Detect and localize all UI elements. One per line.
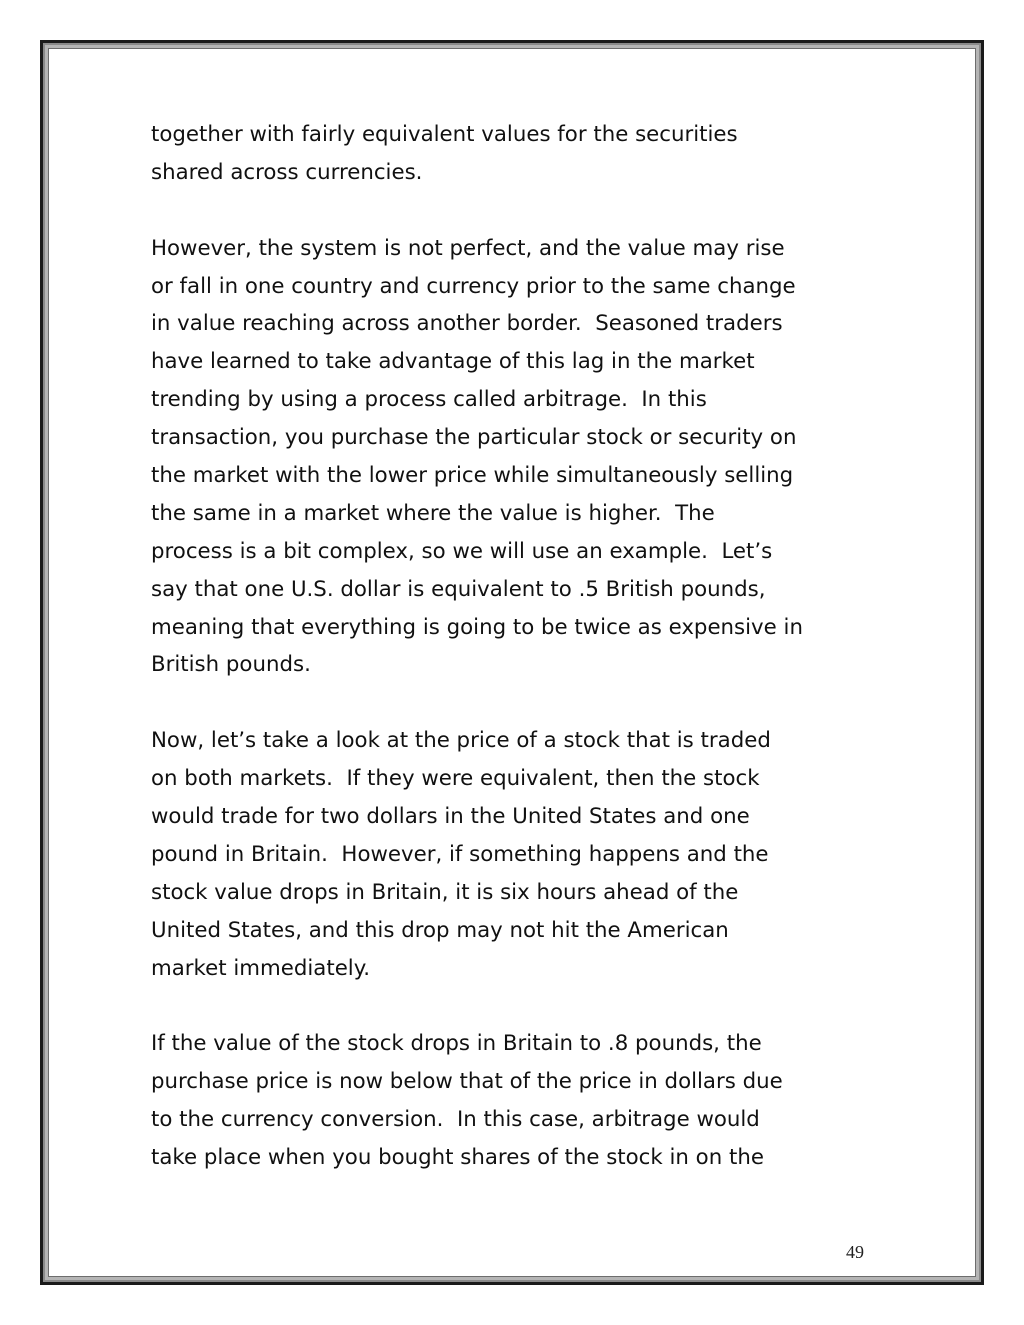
text-line: transaction, you purchase the particular stock or security on: [151, 425, 797, 451]
text-line: process is a bit complex, so we will use an example. Let’s: [151, 538, 773, 564]
text-line: British pounds.: [151, 652, 311, 678]
text-line: have learned to take advantage of this lag in the market: [151, 349, 755, 375]
text-line: United States, and this drop may not hit the American: [151, 917, 729, 943]
text-line: stock value drops in Britain, it is six hours ahead of the: [151, 879, 739, 905]
text-line: meaning that everything is going to be twice as expensive in: [151, 614, 803, 640]
paragraph-gap: [151, 192, 891, 230]
text-line: pound in Britain. However, if something happens and the: [151, 841, 769, 867]
text-line: market immediately.: [151, 955, 371, 981]
paragraph-3: [151, 722, 891, 987]
paragraph-gap: [151, 684, 891, 722]
text-line: to the currency conversion. In this case, arbitrage would: [151, 1107, 760, 1133]
text-line: the same in a market where the value is higher. The: [151, 500, 715, 526]
document-body: [151, 116, 891, 1177]
paragraph-gap: [151, 987, 891, 1025]
paragraph-1: [151, 116, 891, 192]
text-line: would trade for two dollars in the United States and one: [151, 804, 750, 830]
text-line: Now, let’s take a look at the price of a stock that is traded: [151, 728, 771, 754]
text-line: say that one U.S. dollar is equivalent to .5 British pounds,: [151, 576, 766, 602]
text-line: in value reaching across another border. Seasoned traders: [151, 311, 783, 337]
text-line: or fall in one country and currency prior to the same change: [151, 273, 796, 299]
text-line: shared across currencies.: [151, 159, 423, 185]
text-line: on both markets. If they were equivalent, then the stock: [151, 766, 760, 792]
text-line: However, the system is not perfect, and the value may rise: [151, 235, 785, 261]
text-line: together with fairly equivalent values for the securities: [151, 122, 738, 147]
text-line: purchase price is now below that of the price in dollars due: [151, 1069, 783, 1095]
paragraph-2: [151, 230, 891, 685]
text-line: trending by using a process called arbitrage. In this: [151, 387, 707, 413]
text-line: If the value of the stock drops in Britain to .8 pounds, the: [151, 1031, 762, 1057]
text-line: the market with the lower price while simultaneously selling: [151, 463, 794, 489]
text-line: take place when you bought shares of the stock in on the: [151, 1145, 764, 1171]
paragraph-4: [151, 1025, 891, 1177]
page-number: 49: [846, 1242, 864, 1262]
